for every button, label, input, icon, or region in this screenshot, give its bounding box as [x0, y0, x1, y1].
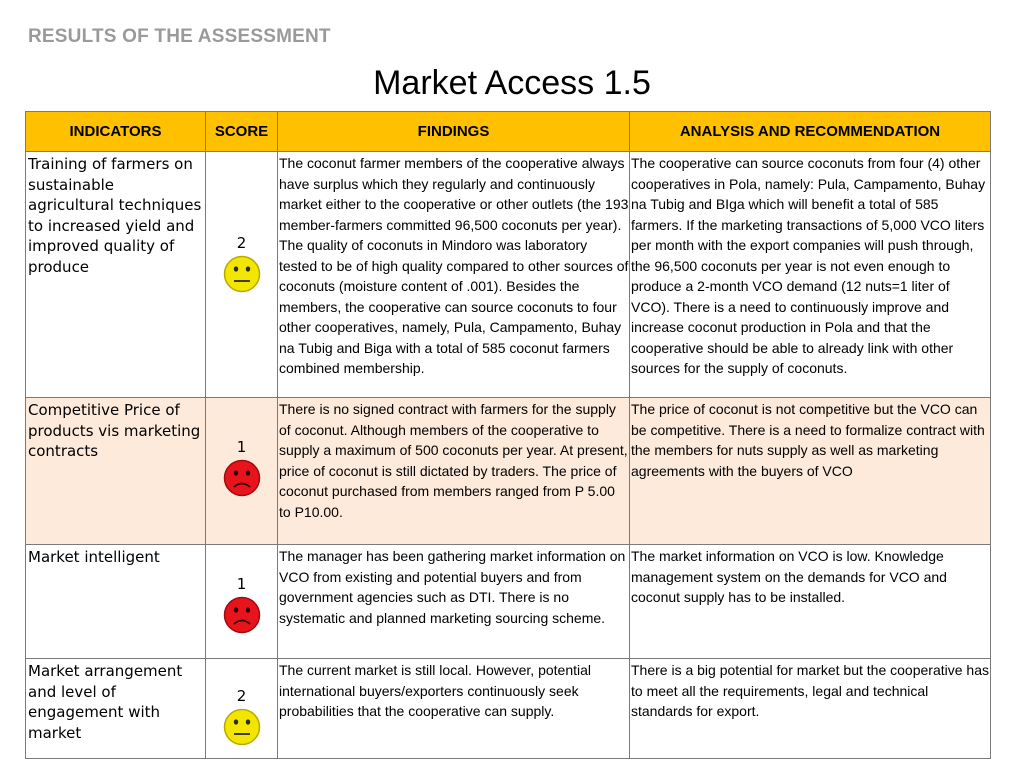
header-score: SCORE — [206, 112, 278, 152]
indicator-cell: Market intelligent — [26, 545, 206, 659]
findings-cell: The coconut farmer members of the cooperative always have surplus which they regularly and continuously market either to the cooperative or other outlets (the 193 member-farmers committed 96,500 coconuts per year). The quality of coconuts in Mindoro was laboratory tested to be of high quality compared to other sources of coconuts (moisture content of .001). Besides the members, the cooperative can source coconuts to four other cooperatives, namely, Pula, Campamento, Buhay na Tubig and Biga with a total of 585 coconut farmers combined membership. — [278, 152, 630, 398]
analysis-cell: The cooperative can source coconuts from four (4) other cooperatives in Pola, namely: Pula, Campamento, Buhay na Tubig and BIga which will benefit a total of 585 farmers. If the marketing transactions of 5,000 VCO liters per month with the export companies will push through, the 96,500 coconuts per year is not even enough to produce a 2-month VCO demand (12 nuts=1 liter of VCO). There is a need to continuously improve and increase coconut production in Pola and that the cooperative should be able to already link with other sources for the supply of coconuts. — [630, 152, 991, 398]
score-cell — [206, 545, 278, 659]
score-value: 2 — [236, 687, 247, 705]
table-row — [26, 152, 991, 398]
table-row — [26, 659, 991, 759]
score-value: 1 — [236, 438, 247, 456]
analysis-cell: The price of coconut is not competitive but the VCO can be competitive. There is a need to formalize contract with the members for nuts supply as well as marketing agreements with the buyers of VCO — [630, 398, 991, 545]
indicator-cell: Training of farmers on sustainable agricultural techniques to increased yield and improved quality of produce — [26, 152, 206, 398]
score-cell — [206, 152, 278, 398]
score-value: 2 — [236, 234, 247, 252]
score-cell — [206, 398, 278, 545]
score-value: 1 — [236, 575, 247, 593]
table-row — [26, 545, 991, 659]
indicator-cell: Market arrangement and level of engagement with market — [26, 659, 206, 759]
table-header-row — [26, 112, 991, 152]
neutral-face-icon — [222, 707, 262, 747]
section-label: RESULTS OF THE ASSESSMENT — [28, 26, 331, 47]
header-findings: FINDINGS — [278, 112, 630, 152]
indicator-cell: Competitive Price of products vis marketing contracts — [26, 398, 206, 545]
sad-face-icon — [222, 595, 262, 635]
header-analysis: ANALYSIS AND RECOMMENDATION — [630, 112, 991, 152]
neutral-face-icon — [222, 254, 262, 294]
findings-cell: There is no signed contract with farmers for the supply of coconut. Although members of the cooperative to supply a maximum of 500 coconuts per year. At present, price of coconut is still dictated by traders. The price of coconut purchased from members ranged from P 5.00 to P10.00. — [278, 398, 630, 545]
analysis-cell: The market information on VCO is low. Knowledge management system on the demands for VCO and coconut supply has to be installed. — [630, 545, 991, 659]
slide-title: Market Access 1.5 — [373, 64, 651, 102]
score-cell — [206, 659, 278, 759]
header-indicators: INDICATORS — [26, 112, 206, 152]
findings-cell: The manager has been gathering market information on VCO from existing and potential buyers and from government agencies such as DTI. There is no systematic and planned marketing sourcing scheme. — [278, 545, 630, 659]
sad-face-icon — [222, 458, 262, 498]
assessment-table — [25, 111, 991, 759]
table-row — [26, 398, 991, 545]
analysis-cell: There is a big potential for market but the cooperative has to meet all the requirements, legal and technical standards for export. — [630, 659, 991, 759]
findings-cell: The current market is still local. However, potential international buyers/exporters continuously seek probabilities that the cooperative can supply. — [278, 659, 630, 759]
